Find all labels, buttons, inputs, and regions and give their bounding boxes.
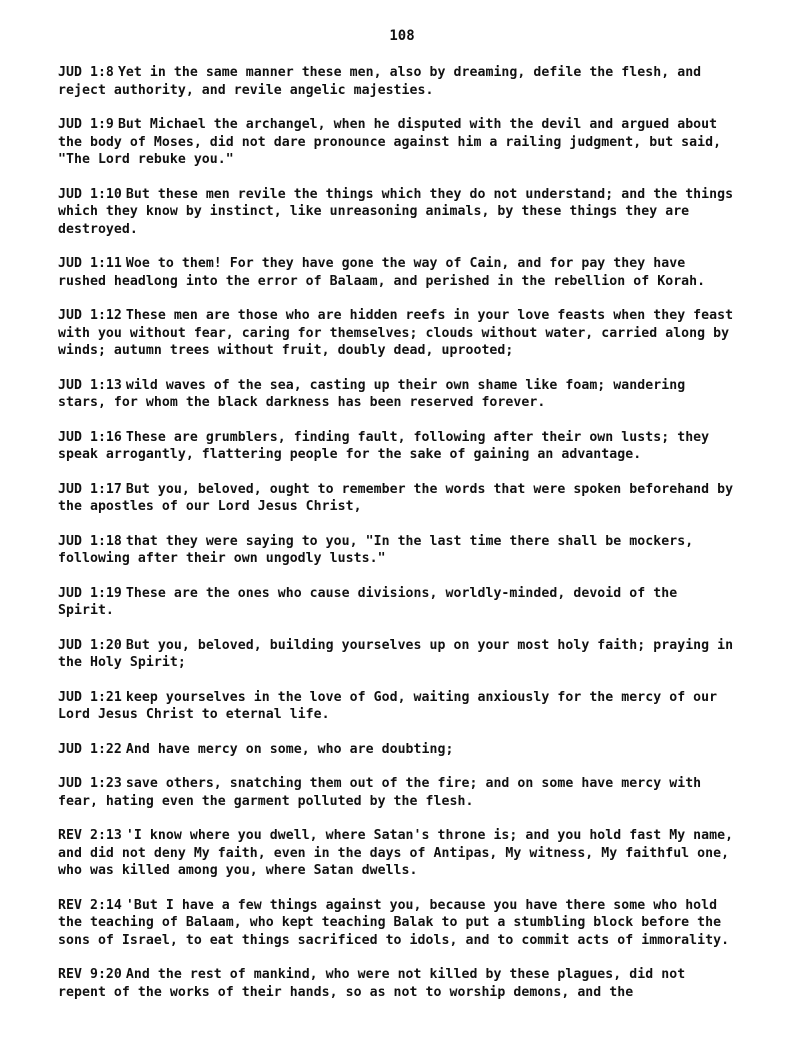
verse-paragraph bbox=[58, 897, 740, 950]
verse-text: These are grumblers, finding fault, following after their own lusts; they speak arrogantly, flattering people for the sake of gaining an advantage. bbox=[58, 429, 710, 462]
verse-paragraph bbox=[58, 116, 740, 169]
verse-paragraph bbox=[58, 64, 740, 99]
verse-reference: JUD 1:16 bbox=[58, 429, 122, 445]
verse-paragraph bbox=[58, 775, 740, 810]
verse-paragraph bbox=[58, 481, 740, 516]
verse-reference: REV 2:14 bbox=[58, 897, 122, 913]
verse-paragraph bbox=[58, 186, 740, 239]
verse-text: that they were saying to you, "In the last time there shall be mockers, following after their own ungodly lusts." bbox=[58, 533, 694, 566]
verse-text: But Michael the archangel, when he disputed with the devil and argued about the body of Moses, did not dare pronounce against him a railing judgment, but said, "The Lord rebuke you." bbox=[58, 117, 722, 167]
verse-text: 'But I have a few things against you, because you have there some who hold the teaching of Balaam, who kept teaching Balak to put a stumbling block before the sons of Israel, to eat things sacrificed to idols, and to commit acts of immorality. bbox=[58, 897, 730, 948]
verse-reference: JUD 1:17 bbox=[58, 481, 122, 497]
page-number: 108 bbox=[389, 28, 415, 44]
verse-text: But you, beloved, building yourselves up on your most holy faith; praying in the Holy Spirit; bbox=[58, 637, 734, 670]
verse-text: But these men revile the things which they do not understand; and the things which they know by instinct, like unreasoning animals, by these things they are destroyed. bbox=[58, 186, 734, 237]
verse-text: These men are those who are hidden reefs in your love feasts when they feast with you without fear, caring for themselves; clouds without water, carried along by winds; autumn trees without fruit, doubly dead, uprooted; bbox=[58, 308, 734, 358]
verse-reference: REV 2:13 bbox=[58, 828, 122, 843]
verse-reference: JUD 1:22 bbox=[58, 741, 122, 757]
verse-paragraph bbox=[58, 689, 740, 724]
verse-text: 'I know where you dwell, where Satan's throne is; and you hold fast My name, and did not deny My faith, even in the days of Antipas, My witness, My faithful one, who was killed among you, where Satan dwells. bbox=[58, 828, 734, 878]
verse-paragraph bbox=[58, 255, 740, 290]
verse-reference: JUD 1:21 bbox=[58, 689, 122, 705]
verse-text: save others, snatching them out of the fire; and on some have mercy with fear, hating even the garment polluted by the flesh. bbox=[58, 776, 702, 809]
verse-reference: JUD 1:8 bbox=[58, 65, 114, 80]
verse-text: Yet in the same manner these men, also by dreaming, defile the flesh, and reject authority, and revile angelic majesties. bbox=[58, 65, 702, 98]
verse-list bbox=[58, 64, 740, 1001]
verse-paragraph bbox=[58, 741, 740, 759]
verse-paragraph bbox=[58, 533, 740, 568]
verse-paragraph bbox=[58, 966, 740, 1001]
verse-reference: REV 9:20 bbox=[58, 967, 122, 982]
verse-reference: JUD 1:23 bbox=[58, 776, 122, 791]
verse-text: wild waves of the sea, casting up their own shame like foam; wandering stars, for whom the black darkness has been reserved forever. bbox=[58, 377, 686, 410]
verse-text: keep yourselves in the love of God, waiting anxiously for the mercy of our Lord Jesus Christ to eternal life. bbox=[58, 689, 718, 722]
verse-reference: JUD 1:13 bbox=[58, 377, 122, 393]
verse-reference: JUD 1:12 bbox=[58, 308, 122, 323]
verse-text: But you, beloved, ought to remember the words that were spoken beforehand by the apostles of our Lord Jesus Christ, bbox=[58, 481, 734, 514]
verse-reference: JUD 1:20 bbox=[58, 637, 122, 653]
verse-paragraph bbox=[58, 585, 740, 620]
verse-paragraph bbox=[58, 637, 740, 672]
verse-reference: JUD 1:10 bbox=[58, 186, 122, 202]
verse-text: These are the ones who cause divisions, worldly-minded, devoid of the Spirit. bbox=[58, 585, 678, 618]
verse-text: And have mercy on some, who are doubting; bbox=[125, 741, 454, 757]
verse-reference: JUD 1:18 bbox=[58, 533, 122, 549]
verse-paragraph bbox=[58, 429, 740, 464]
verse-paragraph bbox=[58, 307, 740, 360]
verse-paragraph bbox=[58, 377, 740, 412]
verse-reference: JUD 1:11 bbox=[58, 256, 122, 271]
verse-paragraph bbox=[58, 827, 740, 880]
verse-text: And the rest of mankind, who were not killed by these plagues, did not repent of the works of their hands, so as not to worship demons, and the bbox=[58, 967, 686, 1000]
verse-reference: JUD 1:9 bbox=[58, 117, 114, 132]
verse-text: Woe to them! For they have gone the way of Cain, and for pay they have rushed headlong into the error of Balaam, and perished in the rebellion of Korah. bbox=[58, 256, 706, 289]
verse-reference: JUD 1:19 bbox=[58, 585, 122, 601]
